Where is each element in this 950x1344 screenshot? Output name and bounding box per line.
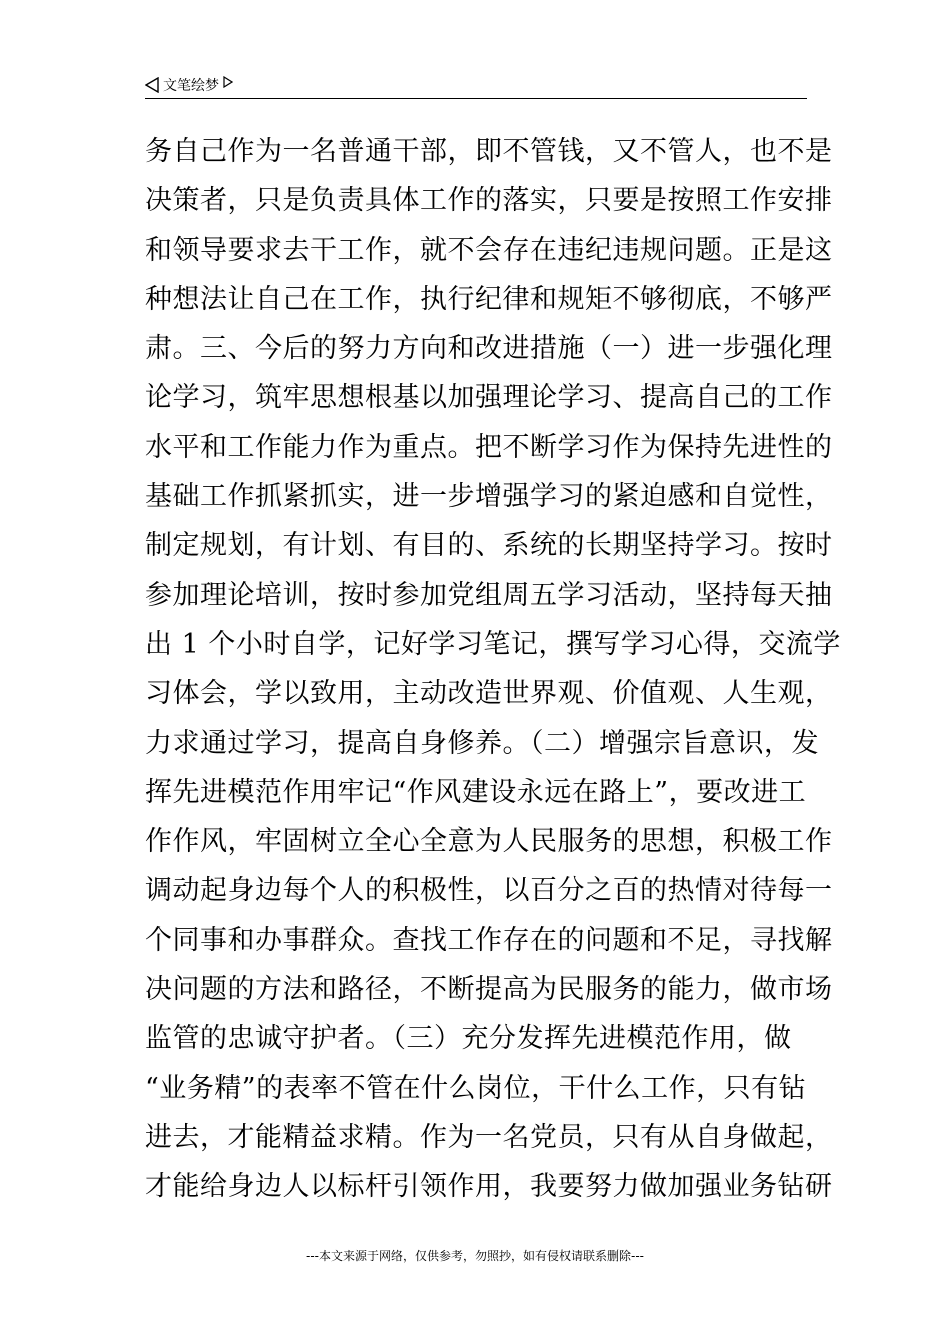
header-title: 文笔绘梦 — [163, 78, 219, 94]
body-line: 水平和工作能力作为重点。把不断学习作为保持先进性的 — [145, 431, 833, 463]
document-body — [145, 127, 841, 1212]
page-header — [145, 72, 807, 98]
body-line: 务自己作为一名普通干部，即不管钱，又不管人，也不是 — [145, 136, 833, 167]
body-line: 力求通过学习，提高自身修养。（二）增强宗旨意识，发 — [145, 727, 819, 759]
body-line: 监管的忠诚守护者。（三）充分发挥先进模范作用，做 — [145, 1023, 792, 1055]
body-line: 基础工作抓紧抓实，进一步增强学习的紧迫感和自觉性， — [145, 481, 833, 513]
body-line: 参加理论培训，按时参加党组周五学习活动，坚持每天抽 — [145, 579, 833, 611]
body-line: 作作风，牢固树立全心全意为人民服务的思想，积极工作 — [145, 826, 833, 858]
footer-notice: ---本文来源于网络，仅供参考，勿照抄，如有侵权请联系删除--- — [306, 1249, 644, 1263]
body-line: 论学习，筑牢思想根基以加强理论学习、提高自己的工作 — [145, 382, 833, 414]
body-line: 个同事和办事群众。查找工作存在的问题和不足，寻找解 — [145, 924, 833, 956]
body-line: 肃。三、今后的努力方向和改进措施（一）进一步强化理 — [145, 333, 833, 365]
body-line: 挥先进模范作用牢记“作风建设永远在路上”，要改进工 — [145, 776, 807, 808]
body-line: 决策者，只是负责具体工作的落实，只要是按照工作安排 — [145, 185, 833, 217]
body-line: 和领导要求去干工作，就不会存在违纪违规问题。正是这 — [145, 234, 833, 266]
body-line: 种想法让自己在工作，执行纪律和规矩不够彻底，不够严 — [145, 283, 833, 315]
triangle-left-icon — [145, 77, 159, 93]
body-line: 调动起身边每个人的积极性，以百分之百的热情对待每一 — [145, 875, 833, 907]
body-line: 制定规划，有计划、有目的、系统的长期坚持学习。按时 — [145, 530, 833, 562]
body-line: 习体会，学以致用，主动改造世界观、价值观、人生观， — [145, 678, 833, 710]
body-line: 出 1 个小时自学，记好学习笔记，撰写学习心得，交流学 — [145, 628, 841, 660]
body-line: “业务精”的表率不管在什么岗位，干什么工作，只有钻 — [145, 1072, 807, 1104]
body-line: 才能给身边人以标杆引领作用，我要努力做加强业务钻研 — [145, 1171, 833, 1203]
header-divider — [145, 98, 807, 99]
triangle-right-icon — [223, 76, 233, 88]
body-line: 进去，才能精益求精。作为一名党员，只有从自身做起， — [145, 1121, 833, 1153]
body-line: 决问题的方法和路径，不断提高为民服务的能力，做市场 — [145, 974, 833, 1006]
